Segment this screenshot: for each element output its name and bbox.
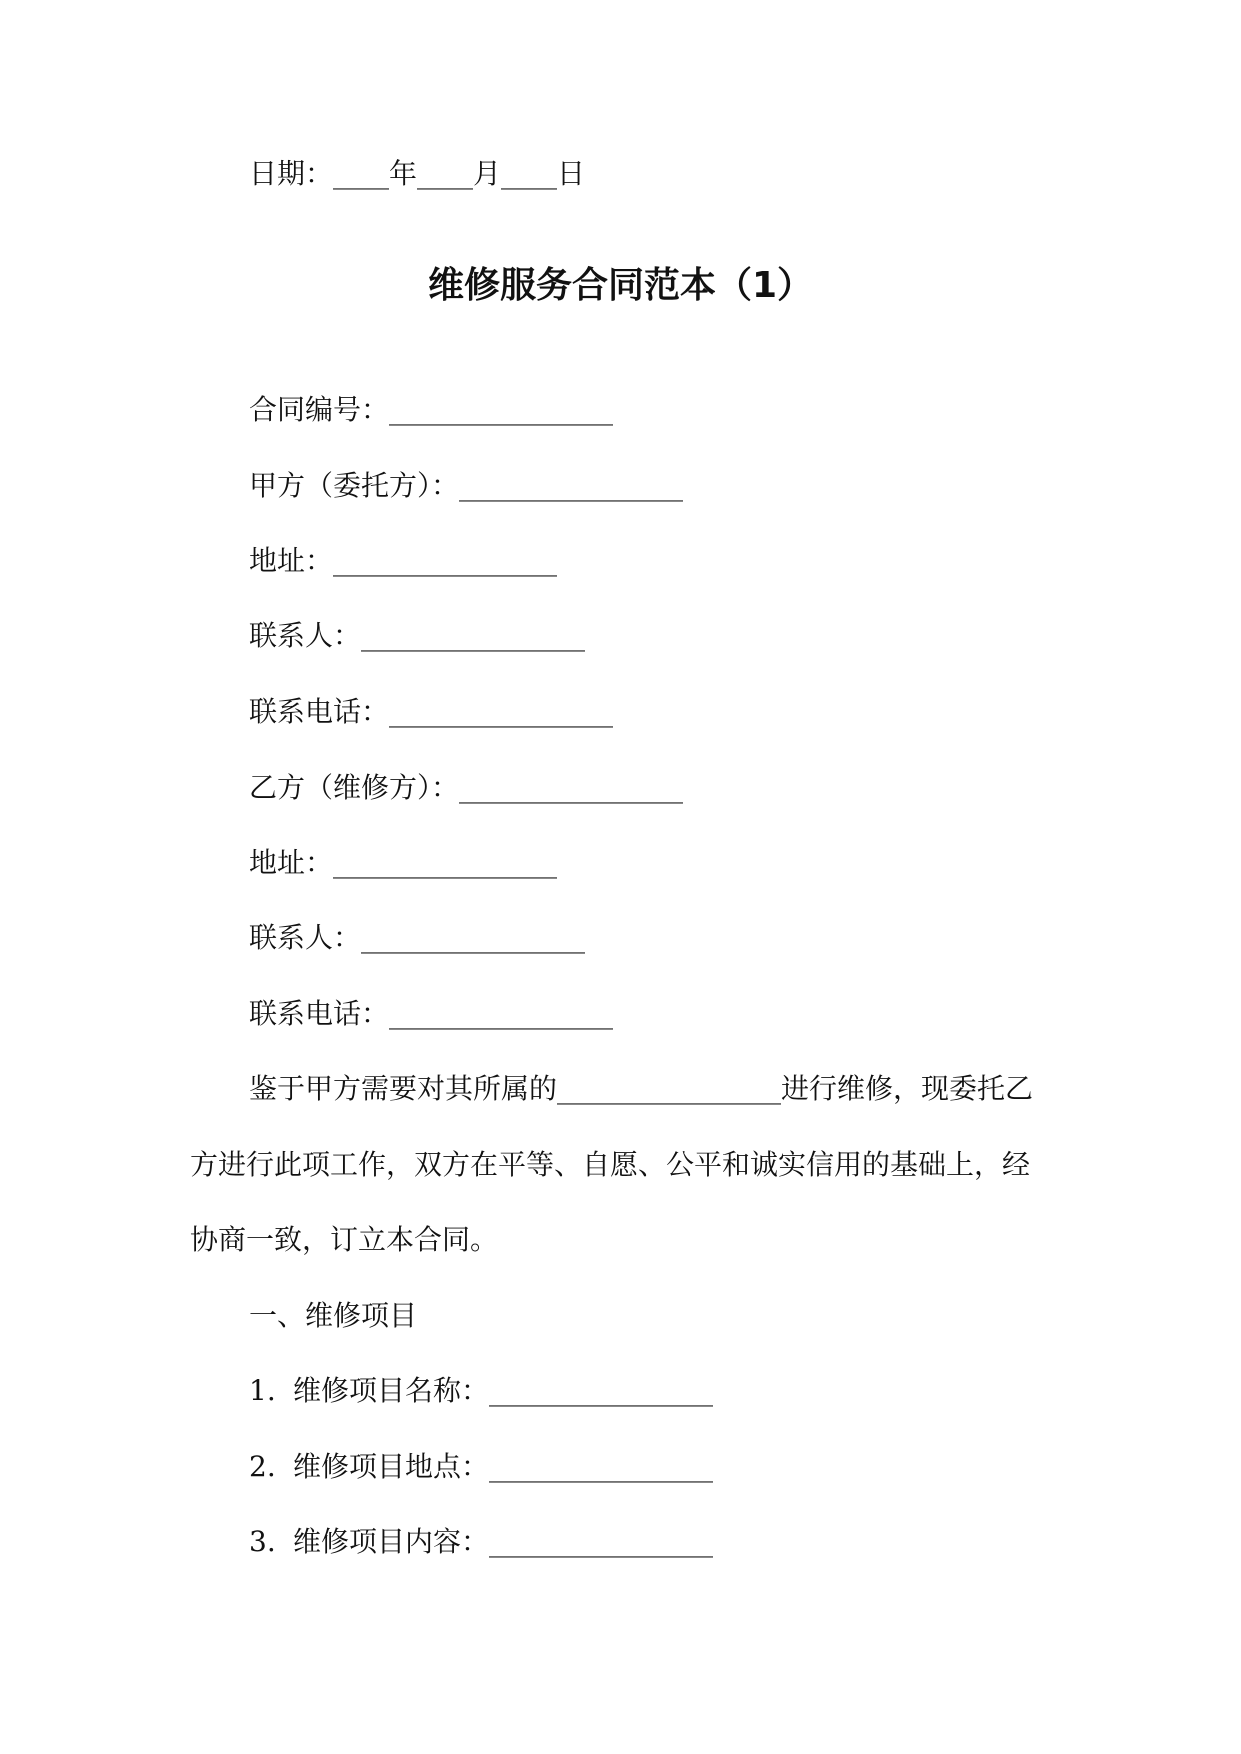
list-item xyxy=(249,1524,713,1560)
list-item xyxy=(249,1373,713,1409)
party-b-address-field: 地址：________________ xyxy=(249,846,558,879)
list-item-text: 维修项目地点：________________ xyxy=(293,1450,714,1483)
party-a-field: 甲方（委托方）：________________ xyxy=(249,469,684,502)
preamble-line-3: 协商一致，订立本合同。 xyxy=(190,1223,499,1256)
list-item-text: 维修项目内容：________________ xyxy=(293,1525,714,1558)
party-b-field: 乙方（维修方）：________________ xyxy=(249,771,684,804)
party-b-contact-field: 联系人：________________ xyxy=(249,921,586,954)
party-b-phone-field: 联系电话：________________ xyxy=(249,997,614,1030)
date-line: 日期：____年____月____日 xyxy=(249,157,586,190)
list-item-text: 维修项目名称：________________ xyxy=(293,1374,714,1407)
list-item-number: 1. xyxy=(249,1374,276,1407)
list-item-number: 2. xyxy=(249,1450,276,1483)
list-item-number: 3. xyxy=(249,1525,276,1558)
section-heading: 一、维修项目 xyxy=(249,1299,418,1332)
preamble-line-1: 鉴于甲方需要对其所属的________________进行维修，现委托乙 xyxy=(249,1072,1034,1105)
preamble-line-2: 方进行此项工作，双方在平等、自愿、公平和诚实信用的基础上，经 xyxy=(190,1148,1031,1181)
list-item xyxy=(249,1449,713,1485)
contract-number-field: 合同编号：________________ xyxy=(249,393,614,426)
page-title: 维修服务合同范本（1） xyxy=(427,265,814,306)
party-a-phone-field: 联系电话：________________ xyxy=(249,695,614,728)
party-a-address-field: 地址：________________ xyxy=(249,544,558,577)
party-a-contact-field: 联系人：________________ xyxy=(249,619,586,652)
